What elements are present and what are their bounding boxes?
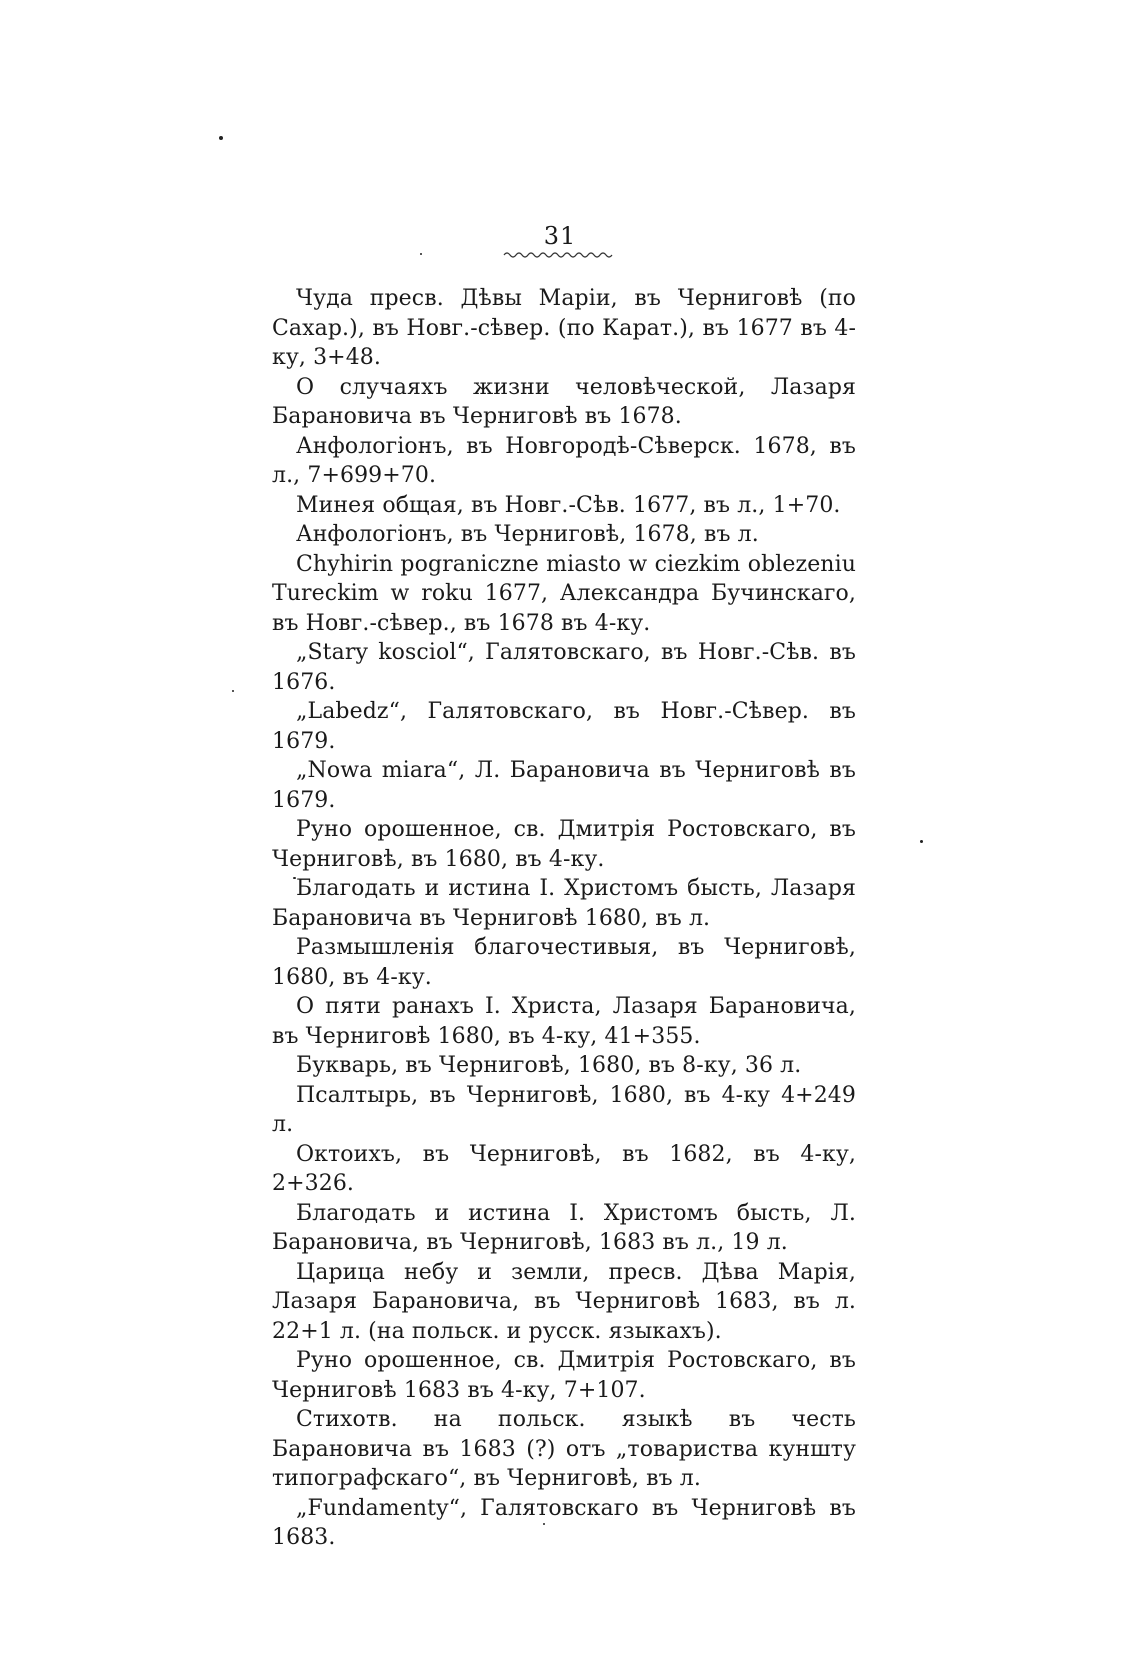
bibliography-entry: „Labedz“, Галятовскаго, въ Новг.-Сѣвер. въ 1679. [272,699,856,754]
bibliography-entry: Размышленія благочестивыя, въ Черниговѣ, 1680, въ 4-ку. [272,935,856,990]
bibliography-entry: Анфологіонъ, въ Черниговѣ, 1678, въ л. [296,522,759,547]
scan-speck [543,1523,545,1525]
bibliography-entry: О пяти ранахъ І. Христа, Лазаря Барановича, въ Черниговѣ 1680, въ 4-ку, 41+355. [272,994,856,1049]
bibliography-entry: Октоихъ, въ Черниговѣ, въ 1682, въ 4-ку, 2+326. [272,1141,856,1196]
bibliography-entry: Благодать и истина І. Христомъ бысть, Л. Барановича, въ Черниговѣ, 1683 въ л., 19 л. [272,1200,856,1255]
scan-speck [219,136,223,140]
bibliography-entry: Анфологіонъ, въ Новгородѣ-Сѣверск. 1678, въ л., 7+699+70. [272,433,856,488]
bibliography-entry: Псалтырь, въ Черниговѣ, 1680, въ 4-ку 4+249 л. [272,1082,856,1137]
bibliography-entry: Чуда пресв. Дѣвы Маріи, въ Черниговѣ (по Сахар.), въ Новг.-сѣвер. (по Карат.), въ 1677 въ 4-ку, 3+48. [272,286,856,370]
bibliography-entry: „Stary kosciol“, Галятовскаго, въ Новг.-Сѣв. въ 1676. [272,640,856,695]
bibliography-entry: Благодать и истина І. Христомъ бысть, Лазаря Барановича въ Черниговѣ 1680, въ л. [272,876,856,931]
scan-speck [920,840,923,843]
bibliography-entry: О случаяхъ жизни человѣческой, Лазаря Барановича въ Черниговѣ въ 1678. [272,374,856,429]
wavy-ornament [500,250,620,260]
bibliography-entry: Chyhirin pograniczne miasto w ciezkim oblezeniu Tureckim w roku 1677, Александра Бучинскаго, въ Новг.-сѣвер., въ 1678 въ 4-ку. [272,551,856,636]
bibliography-entry: Руно орошенное, св. Дмитрія Ростовскаго, въ Черниговѣ, въ 1680, въ 4-ку. [272,817,856,872]
bibliography-entry: Букварь, въ Черниговѣ, 1680, въ 8-ку, 36 л. [296,1053,802,1078]
page-header [500,222,620,260]
bibliography-entry: Руно орошенное, св. Дмитрія Ростовскаго, въ Черниговѣ 1683 въ 4-ку, 7+107. [272,1348,856,1403]
page-number: 31 [543,222,577,250]
scan-speck [232,690,234,692]
bibliography-entry: Стихотв. на польск. языкѣ въ честь Барановича въ 1683 (?) отъ „товариства куншту типографскаго“, въ Черниговѣ, въ л. [272,1407,856,1491]
bibliography-list [272,284,856,1553]
bibliography-entry: Минея общая, въ Новг.-Сѣв. 1677, въ л., 1+70. [296,492,841,518]
bibliography-entry: Царица небу и земли, пресв. Дѣва Марія, Лазаря Барановича, въ Черниговѣ 1683, въ л. 22+1 л. (на польск. и русск. языкахъ). [272,1259,856,1344]
scan-speck [420,253,422,255]
bibliography-entry: „Nowa miara“, Л. Барановича въ Черниговѣ въ 1679. [272,758,856,813]
scan-speck [293,877,296,879]
bibliography-entry: „Fundamenty“, Галятовскаго въ Черниговѣ въ 1683. [272,1495,856,1550]
